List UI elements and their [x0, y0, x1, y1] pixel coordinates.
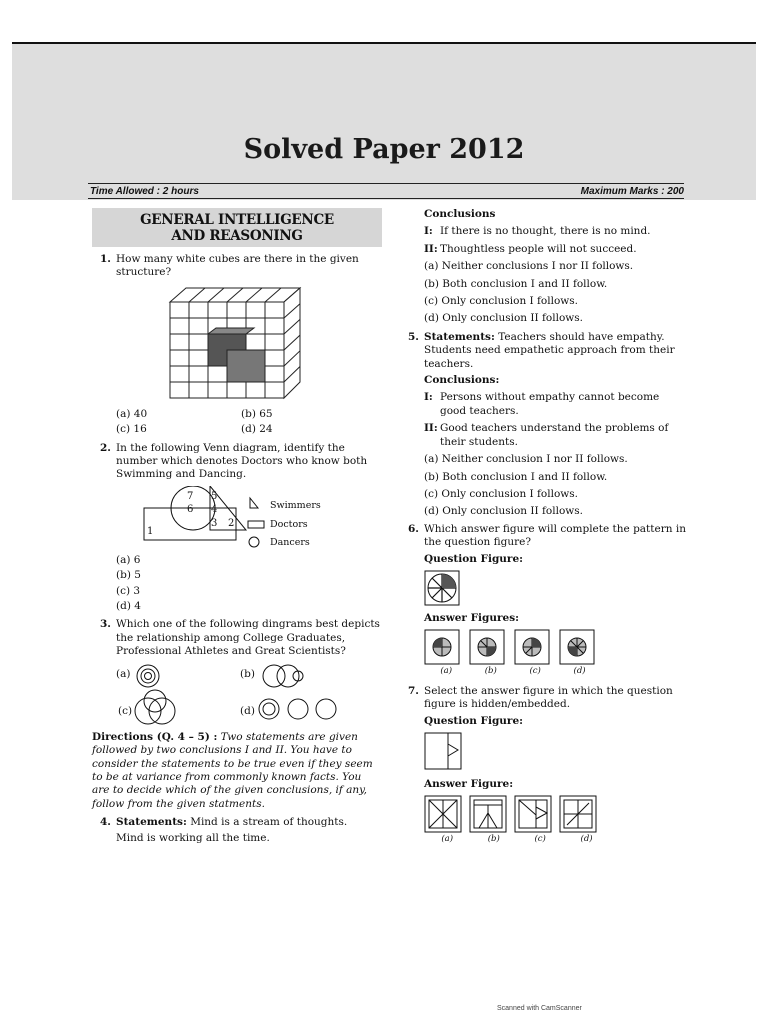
venn-diagram: [136, 486, 382, 552]
q3-option-b-figure[interactable]: [258, 663, 310, 689]
statement-text: Teachers should have empathy. Students need empathetic approach from their teachers.: [424, 330, 675, 370]
page-title: Solved Paper 2012: [243, 134, 525, 165]
question-number: 5.: [408, 330, 419, 343]
venn-region-4: 4: [211, 503, 218, 515]
conclusion-text: Persons without empathy cannot become good teachers.: [440, 391, 660, 417]
question-number: 1.: [100, 253, 111, 265]
q6-answer-figure-c[interactable]: [514, 629, 550, 665]
q4-option-c[interactable]: (c) Only conclusion I follows.: [424, 295, 578, 308]
question-text: How many white cubes are there in the given structure?: [116, 253, 359, 279]
question-text: Which one of the following dingrams best depicts the relationship among College Graduates, Professional Athletes and Great Scientists?: [116, 618, 380, 658]
question-6: [406, 523, 686, 550]
directions-label: Directions (Q. 4 – 5) :: [92, 730, 218, 743]
q6-answer-captions: [424, 665, 602, 678]
section-title: [92, 208, 382, 247]
section-title-line1: GENERAL INTELLIGENCE: [140, 212, 334, 228]
q1-option-a[interactable]: (a) 40: [116, 407, 148, 420]
q6-answer-figure-b[interactable]: [469, 629, 505, 665]
q5-conclusion-1: [406, 391, 686, 418]
header-band: [12, 42, 756, 200]
q6-answer-figure-a[interactable]: [424, 629, 460, 665]
caption-a: (a): [440, 666, 453, 677]
question-1: [92, 253, 382, 280]
q7-answer-figure-a[interactable]: [424, 795, 462, 833]
conclusion-lead: I:: [424, 225, 433, 238]
statement-line-2: Mind is working all the time.: [116, 831, 270, 844]
conclusion-text: Thoughtless people will not succeed.: [440, 242, 637, 255]
conclusion-lead: II:: [424, 422, 438, 435]
question-7: [406, 685, 686, 712]
conclusion-text: If there is no thought, there is no mind.: [440, 225, 651, 238]
caption-a: (a): [441, 834, 454, 845]
question-3: [92, 618, 382, 658]
caption-d: (d): [580, 834, 593, 845]
q7-question-figure-label: Question Figure:: [424, 714, 524, 727]
venn-region-3: 3: [211, 517, 218, 529]
q7-question-figure: [424, 732, 462, 770]
venn-region-1: 1: [147, 525, 154, 537]
question-number: 6.: [408, 522, 419, 535]
q4-conclusion-2: [406, 243, 686, 256]
q6-question-figure: [424, 570, 460, 606]
q2-option-b[interactable]: (b) 5: [116, 569, 141, 582]
cube-structure-figure: [166, 286, 382, 404]
section-title-line2: AND REASONING: [171, 228, 303, 244]
time-allowed: Time Allowed : 2 hours: [90, 186, 199, 197]
q3-option-d-figure[interactable]: [258, 695, 344, 723]
conclusion-lead: I:: [424, 391, 433, 404]
q5-option-c[interactable]: (c) Only conclusion I follows.: [424, 487, 578, 500]
caption-b: (b): [484, 666, 497, 677]
question-5: [406, 331, 686, 371]
q3-option-a-figure[interactable]: [134, 663, 164, 689]
conclusion-text: Good teachers understand the problems of their students.: [440, 422, 669, 448]
scanner-watermark: Scanned with CamScanner: [497, 1005, 582, 1012]
q6-question-figure-label: Question Figure:: [424, 552, 524, 565]
legend-swimmers: Swimmers: [270, 499, 321, 511]
venn-region-6: 6: [187, 503, 194, 515]
q3-option-c-figure[interactable]: [130, 689, 180, 729]
q5-conclusions-label: Conclusions:: [424, 374, 500, 387]
q3-option-b-label[interactable]: (b): [240, 667, 255, 680]
question-text: Which answer figure will complete the pattern in the question figure?: [424, 522, 686, 549]
statements-label: Statements:: [424, 330, 495, 343]
question-2: [92, 442, 382, 482]
left-column: [92, 208, 382, 845]
q5-option-d[interactable]: (d) Only conclusion II follows.: [424, 505, 583, 518]
q4-option-b[interactable]: (b) Both conclusion I and II follow.: [424, 277, 608, 290]
q4-option-d[interactable]: (d) Only conclusion II follows.: [424, 312, 583, 325]
maximum-marks: Maximum Marks : 200: [580, 186, 684, 197]
q7-answer-captions: [424, 833, 610, 846]
q5-option-a[interactable]: (a) Neither conclusion I nor II follows.: [424, 453, 628, 466]
q6-answer-figure-d[interactable]: [559, 629, 595, 665]
q3-option-d-label[interactable]: (d): [240, 704, 255, 717]
caption-c: (c): [534, 834, 546, 845]
q3-option-a-label[interactable]: (a): [116, 667, 131, 680]
directions-text: Two statements are given followed by two conclusions I and II. You have to consider the statements to be true even if they seem to be at variance from commonly known facts. You are to decide which of the given conclusions, if any, follow from the given statments.: [92, 730, 373, 810]
right-column: [406, 208, 686, 847]
question-4: [92, 816, 382, 845]
q4-option-a[interactable]: (a) Neither conclusions I nor II follows.: [424, 260, 634, 273]
legend-dancers: Dancers: [270, 536, 310, 548]
q4-conclusion-1: [406, 225, 686, 238]
statements-label: Statements:: [116, 816, 187, 829]
q2-option-d[interactable]: (d) 4: [116, 600, 141, 613]
statement-line-1: Mind is a stream of thoughts.: [190, 816, 348, 829]
meta-rule-bottom: [88, 198, 684, 199]
meta-rule-top: [88, 183, 684, 184]
q1-option-b[interactable]: (b) 65: [241, 407, 273, 420]
question-text: In the following Venn diagram, identify the number which denotes Doctors who know both Swimming and Dancing.: [116, 441, 368, 481]
q5-conclusion-2: [406, 422, 686, 449]
q4-conclusions-label: Conclusions: [424, 208, 496, 220]
q7-answer-figure-c[interactable]: [514, 795, 552, 833]
q7-answer-figures: [424, 795, 686, 833]
question-text: Select the answer figure in which the question figure is hidden/embedded.: [424, 684, 673, 711]
q6-answer-figures: [424, 629, 686, 665]
q7-answer-figure-d[interactable]: [559, 795, 597, 833]
conclusion-lead: II:: [424, 242, 438, 255]
q1-options-row2: [116, 423, 382, 436]
venn-region-2: 2: [228, 517, 235, 529]
question-number: 2.: [100, 441, 111, 454]
legend-doctors: Doctors: [270, 518, 308, 530]
question-number: 4.: [100, 816, 111, 829]
q3-option-c-label[interactable]: (c): [118, 704, 133, 717]
q2-option-a[interactable]: (a) 6: [116, 553, 141, 566]
q7-answer-figure-label: Answer Figure:: [424, 777, 514, 790]
q1-option-c[interactable]: (c) 16: [116, 423, 147, 436]
caption-d: (d): [573, 666, 586, 677]
venn-region-7: 7: [187, 490, 194, 502]
caption-c: (c): [529, 666, 541, 677]
q3-options: [116, 663, 382, 725]
directions-q4-5: [92, 731, 382, 811]
q2-option-c[interactable]: (c) 3: [116, 584, 141, 597]
q1-option-d[interactable]: (d) 24: [241, 423, 273, 436]
q7-answer-figure-b[interactable]: [469, 795, 507, 833]
caption-b: (b): [487, 834, 500, 845]
q6-answer-figures-label: Answer Figures:: [424, 611, 520, 624]
q5-option-b[interactable]: (b) Both conclusion I and II follow.: [424, 470, 608, 483]
q1-options-row1: [116, 408, 382, 421]
question-number: 7.: [408, 684, 419, 697]
question-number: 3.: [100, 618, 111, 631]
venn-region-5: 5: [211, 490, 218, 502]
